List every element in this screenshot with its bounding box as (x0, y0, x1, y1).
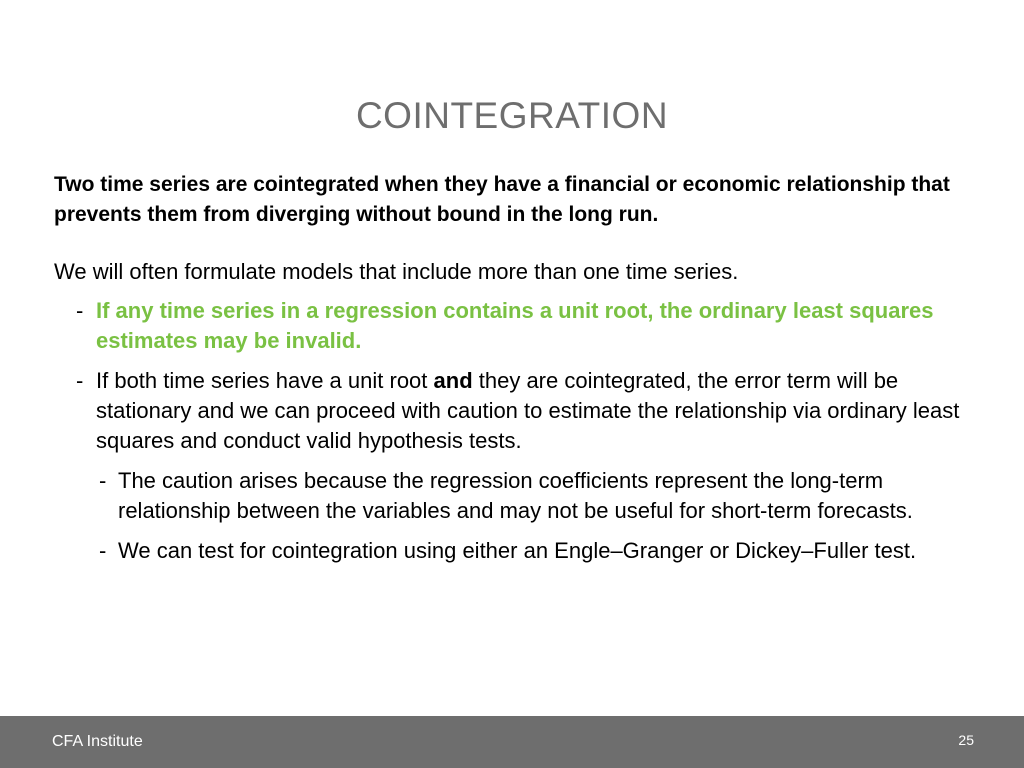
bullet-text-end: they are cointegrated, the error term will be stationary and we can proceed with caution to estimate the relationship via ordinary least squares and conduct valid hypothesis tests. (96, 368, 960, 453)
sub-bullet-text: The caution arises because the regression coefficients represent the long-term relationship between the variables and may not be useful for short-term forecasts. (118, 468, 913, 523)
footer-brand: CFA Institute (52, 733, 143, 750)
footer-bar (0, 716, 1024, 768)
bullet-unit-root-warning (54, 296, 994, 356)
sub-bullet-dash: - (99, 468, 107, 493)
sub-bullet-dash: - (99, 538, 107, 563)
bullet-text-highlighted: If any time series in a regression contains a unit root, the ordinary least squares estimates may be invalid. (96, 298, 934, 353)
sub-bullet-caution (54, 466, 994, 526)
bullet-dash: - (76, 298, 84, 323)
sub-bullet-tests (54, 536, 994, 566)
slide-body (54, 257, 994, 576)
sub-bullet-text: We can test for cointegration using either an Engle–Granger or Dickey–Fuller test. (118, 538, 917, 563)
bullet-cointegrated-case (54, 366, 994, 456)
bullet-text-start: If both time series have a unit root (96, 368, 434, 393)
bullet-dash: - (76, 368, 84, 393)
bullet-text-bold: and (433, 368, 473, 393)
page-number: 25 (958, 732, 974, 748)
slide-title: COINTEGRATION (355, 95, 669, 136)
definition-text: Two time series are cointegrated when they have a financial or economic relationship that prevents them from diverging without bound in the long run. (54, 173, 950, 226)
bullet-text (96, 366, 994, 456)
intro-text: We will often formulate models that include more than one time series. (54, 259, 739, 284)
